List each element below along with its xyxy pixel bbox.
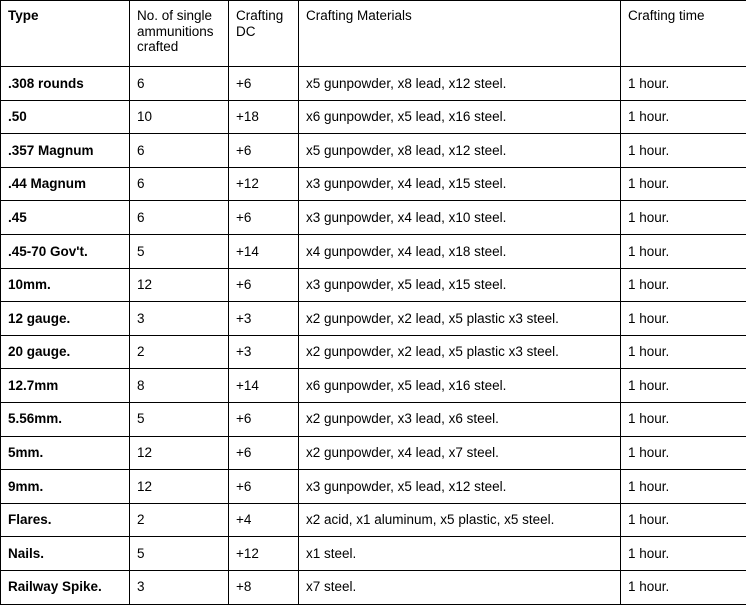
header-time: Crafting time xyxy=(621,1,746,67)
cell-materials: x3 gunpowder, x5 lead, x12 steel. xyxy=(299,470,621,504)
cell-type: .45-70 Gov't. xyxy=(1,234,130,268)
cell-time: 1 hour. xyxy=(621,201,746,235)
cell-materials: x2 gunpowder, x4 lead, x7 steel. xyxy=(299,436,621,470)
cell-count: 10 xyxy=(130,100,229,134)
cell-count: 6 xyxy=(130,67,229,101)
cell-dc: +8 xyxy=(229,570,299,604)
table-row xyxy=(1,268,746,302)
cell-materials: x4 gunpowder, x4 lead, x18 steel. xyxy=(299,234,621,268)
cell-time: 1 hour. xyxy=(621,436,746,470)
cell-materials: x3 gunpowder, x4 lead, x15 steel. xyxy=(299,167,621,201)
cell-type: Nails. xyxy=(1,537,130,571)
cell-type: 12.7mm xyxy=(1,369,130,403)
table-row xyxy=(1,369,746,403)
cell-dc: +4 xyxy=(229,503,299,537)
cell-count: 12 xyxy=(130,470,229,504)
table-row xyxy=(1,402,746,436)
cell-materials: x1 steel. xyxy=(299,537,621,571)
cell-materials: x2 gunpowder, x2 lead, x5 plastic x3 steel. xyxy=(299,335,621,369)
table-row xyxy=(1,67,746,101)
cell-type: .45 xyxy=(1,201,130,235)
cell-time: 1 hour. xyxy=(621,570,746,604)
cell-type: Railway Spike. xyxy=(1,570,130,604)
cell-dc: +18 xyxy=(229,100,299,134)
cell-materials: x5 gunpowder, x8 lead, x12 steel. xyxy=(299,134,621,168)
table-row xyxy=(1,201,746,235)
header-materials: Crafting Materials xyxy=(299,1,621,67)
table-row xyxy=(1,302,746,336)
cell-type: 5.56mm. xyxy=(1,402,130,436)
cell-materials: x6 gunpowder, x5 lead, x16 steel. xyxy=(299,369,621,403)
cell-type: .308 rounds xyxy=(1,67,130,101)
cell-count: 6 xyxy=(130,134,229,168)
cell-count: 6 xyxy=(130,201,229,235)
cell-count: 12 xyxy=(130,436,229,470)
cell-time: 1 hour. xyxy=(621,335,746,369)
cell-count: 2 xyxy=(130,503,229,537)
cell-count: 2 xyxy=(130,335,229,369)
cell-materials: x2 gunpowder, x3 lead, x6 steel. xyxy=(299,402,621,436)
table-row xyxy=(1,570,746,604)
cell-type: 20 gauge. xyxy=(1,335,130,369)
table-row xyxy=(1,470,746,504)
cell-time: 1 hour. xyxy=(621,167,746,201)
cell-count: 8 xyxy=(130,369,229,403)
cell-dc: +6 xyxy=(229,201,299,235)
cell-dc: +6 xyxy=(229,268,299,302)
cell-dc: +12 xyxy=(229,167,299,201)
table-row xyxy=(1,167,746,201)
cell-time: 1 hour. xyxy=(621,268,746,302)
table-row xyxy=(1,537,746,571)
cell-materials: x2 acid, x1 aluminum, x5 plastic, x5 steel. xyxy=(299,503,621,537)
cell-count: 12 xyxy=(130,268,229,302)
cell-dc: +6 xyxy=(229,470,299,504)
cell-dc: +6 xyxy=(229,436,299,470)
table-row xyxy=(1,134,746,168)
cell-type: 9mm. xyxy=(1,470,130,504)
table-row xyxy=(1,100,746,134)
cell-time: 1 hour. xyxy=(621,402,746,436)
header-dc: Crafting DC xyxy=(229,1,299,67)
cell-count: 3 xyxy=(130,570,229,604)
cell-time: 1 hour. xyxy=(621,470,746,504)
cell-type: 5mm. xyxy=(1,436,130,470)
cell-materials: x3 gunpowder, x4 lead, x10 steel. xyxy=(299,201,621,235)
header-row xyxy=(1,1,746,67)
cell-count: 6 xyxy=(130,167,229,201)
cell-type: 12 gauge. xyxy=(1,302,130,336)
table-row xyxy=(1,234,746,268)
cell-dc: +14 xyxy=(229,234,299,268)
cell-materials: x5 gunpowder, x8 lead, x12 steel. xyxy=(299,67,621,101)
cell-time: 1 hour. xyxy=(621,503,746,537)
cell-count: 5 xyxy=(130,537,229,571)
cell-dc: +12 xyxy=(229,537,299,571)
cell-type: Flares. xyxy=(1,503,130,537)
header-type: Type xyxy=(1,1,130,67)
cell-time: 1 hour. xyxy=(621,234,746,268)
cell-materials: x7 steel. xyxy=(299,570,621,604)
cell-count: 3 xyxy=(130,302,229,336)
cell-time: 1 hour. xyxy=(621,369,746,403)
cell-time: 1 hour. xyxy=(621,67,746,101)
table-row xyxy=(1,436,746,470)
cell-count: 5 xyxy=(130,234,229,268)
cell-type: 10mm. xyxy=(1,268,130,302)
cell-dc: +14 xyxy=(229,369,299,403)
cell-time: 1 hour. xyxy=(621,134,746,168)
cell-materials: x3 gunpowder, x5 lead, x15 steel. xyxy=(299,268,621,302)
cell-time: 1 hour. xyxy=(621,537,746,571)
table-body xyxy=(1,67,746,605)
header-count: No. of single ammunitions crafted xyxy=(130,1,229,67)
cell-dc: +6 xyxy=(229,67,299,101)
cell-time: 1 hour. xyxy=(621,302,746,336)
cell-dc: +6 xyxy=(229,134,299,168)
cell-materials: x2 gunpowder, x2 lead, x5 plastic x3 steel. xyxy=(299,302,621,336)
cell-count: 5 xyxy=(130,402,229,436)
table-row xyxy=(1,335,746,369)
cell-type: .357 Magnum xyxy=(1,134,130,168)
cell-dc: +6 xyxy=(229,402,299,436)
cell-dc: +3 xyxy=(229,302,299,336)
cell-type: .50 xyxy=(1,100,130,134)
cell-time: 1 hour. xyxy=(621,100,746,134)
table-row xyxy=(1,503,746,537)
cell-type: .44 Magnum xyxy=(1,167,130,201)
cell-dc: +3 xyxy=(229,335,299,369)
cell-materials: x6 gunpowder, x5 lead, x16 steel. xyxy=(299,100,621,134)
